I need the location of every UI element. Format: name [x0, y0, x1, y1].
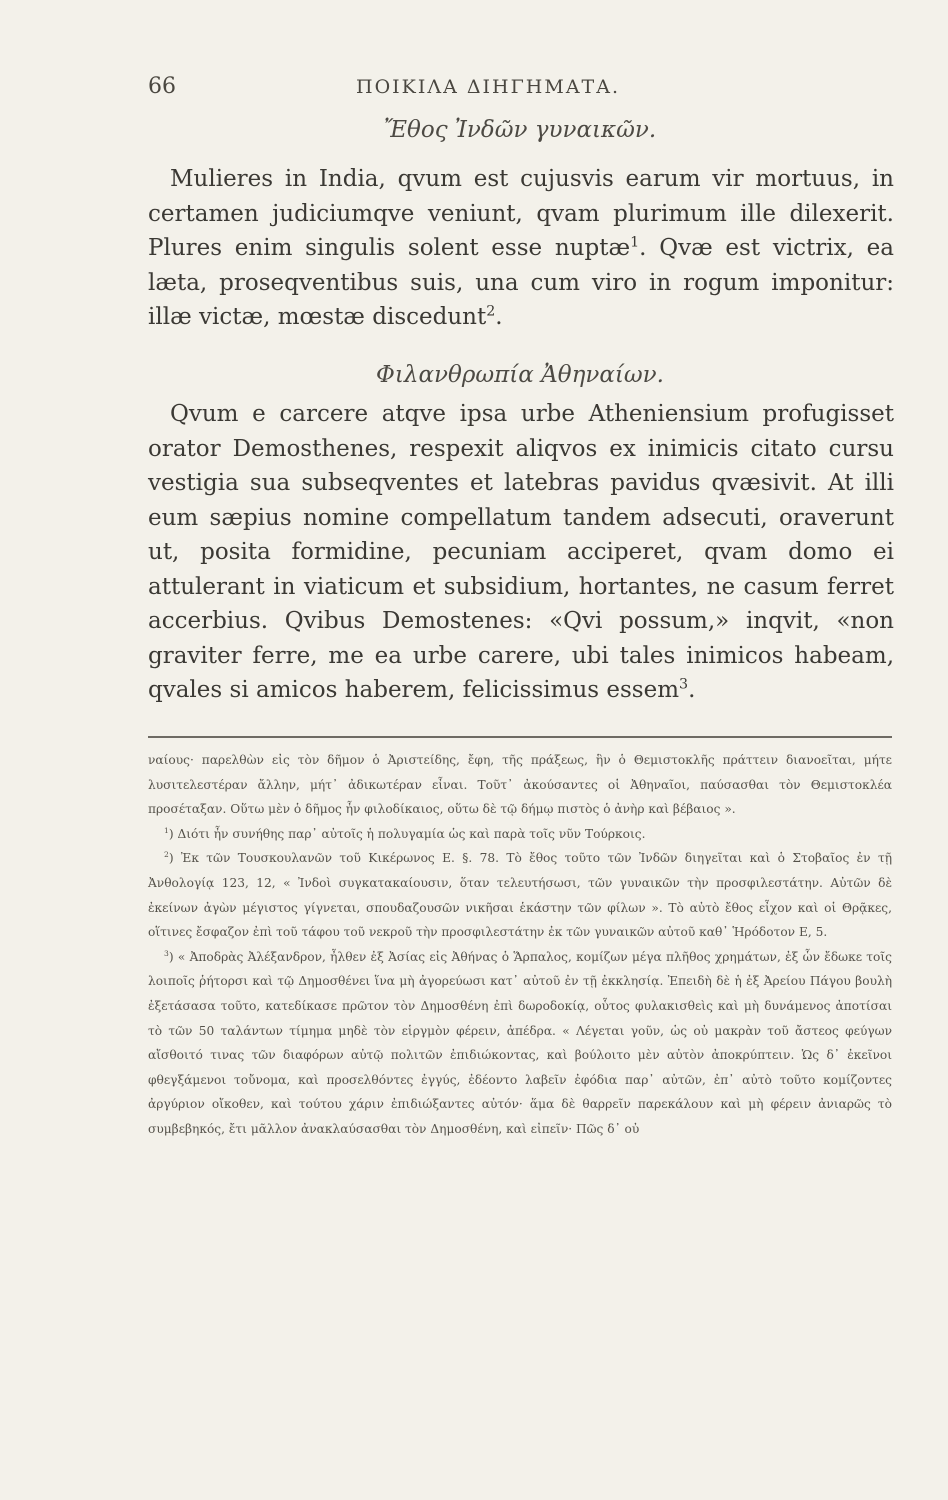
paragraph-text: Qvum e carcere atqve ipsa urbe Atheniensium profugisset orator Demosthenes, respexit aliqvos ex inimicis citato cursu vestigia sua subseqventes et latebras pavidus qvæsivit. At illi eum sæpius nomine compellatum tandem adsecuti, oraverunt ut, posita formidine, pecuniam acciperet, qvam domo ei attulerant in viaticum et subsidium, hortantes, ne casum ferret accerbius. Qvibus Demostenes: «Qvi possum,» inqvit, «non graviter ferre, me ea urbe carere, ubi tales inimicos habeam, qvales si amicos haberem, felicissimus essem [148, 401, 894, 703]
footnotes [148, 748, 892, 1142]
running-title: ΠΟΙΚΙΛΑ ΔΙΗΓΗΜΑΤΑ. [356, 76, 620, 98]
footnote-marker: 3 [164, 948, 169, 958]
footnote-3 [148, 945, 892, 1142]
paragraph-text: . Qvæ est victrix, ea læta, proseqventibus suis, una cum viro in rogum imponitur: illæ victæ, mœstæ discedunt [148, 235, 894, 330]
footnote-text: ) Ἐκ τῶν Τουσκουλανῶν τοῦ Κικέρωνος Ε. §. 78. Τὸ ἔθος τοῦτο τῶν Ἰνδῶν διηγεῖται καὶ ὁ Στοβαῖος ἐν τῇ Ἀνθολογίᾳ 123, 12, « Ἰνδοὶ συγκατακαίουσιν, ὅταν τελευτήσωσι, τῶν γυναικῶν τὴν προσφιλεστάτην. Αὐτῶν δὲ ἐκείνων ἀγὼν μέγιστος γίγνεται, σπουδαζουσῶν νικῆσαι ἑκάστην τῶν φίλων ». Τὸ αὐτὸ ἔθος εἶχον καὶ οἱ Θρᾷκες, οἵτινες ἔσφαζον ἐπὶ τοῦ τάφου τοῦ νεκροῦ τὴν προσφιλεστάτην ἐκ τῶν γυναικῶν αὐτοῦ καθ᾽ Ἡρόδοτον Ε, 5. [148, 851, 892, 940]
page-header [148, 74, 828, 104]
section-title-athenian-philanthropy: Φιλανθρωπία Ἀθηναίων. [376, 362, 664, 388]
paragraph-demosthenes [148, 397, 894, 708]
footnote-marker: 2 [164, 850, 169, 860]
paragraph-indian-women [148, 162, 894, 335]
footnote-ref-1[interactable]: 1 [630, 234, 640, 251]
section-title-indian-women: Ἔθος Ἰνδῶν γυναικῶν. [383, 117, 657, 143]
footnote-marker: 1 [164, 825, 169, 835]
footnote-divider [148, 736, 892, 738]
paragraph-text: Mulieres in India, qvum est cujusvis earum vir mortuus, in certamen judiciumqve veniunt, qvam plurimum ille dilexerit. Plures enim singulis solent esse nuptæ [148, 166, 894, 261]
footnote-1 [148, 822, 892, 847]
paragraph-text: . [495, 304, 503, 330]
footnote-ref-2[interactable]: 2 [486, 303, 496, 320]
footnote-text: ) « Ἀποδρὰς Ἀλέξανδρον, ἦλθεν ἐξ Ἀσίας εἰς Ἀθήνας ὁ Ἅρπαλος, κομίζων μέγα πλῆθος χρημάτων, ἐξ ὧν ἔδωκε τοῖς λοιποῖς ῥήτορσι καὶ τῷ Δημοσθένει ἵνα μὴ ἀγορεύωσι κατ᾽ αὐτοῦ ἐν τῇ ἐκκλησίᾳ. Ἐπειδὴ δὲ ἡ ἐξ Ἀρείου Πάγου βουλὴ ἐξετάσασα τοῦτο, κατεδίκασε πρῶτον τὸν Δημοσθένη ἐπὶ δωροδοκίᾳ, οὗτος φυλακισθεὶς καὶ μὴ δυνάμενος ἀποτίσαι τὸ τῶν 50 ταλάντων τίμημα μηδὲ τὸν εἱργμὸν φέρειν, ἀπέδρα. « Λέγεται γοῦν, ὡς οὐ μακρὰν τοῦ ἄστεος φεύγων αἴσθοιτό τινας τῶν διαφόρων αὐτῷ πολιτῶν ἐπιδιώκοντας, καὶ βούλοιτο μὲν αὐτὸν ἀποκρύπτειν. Ὡς δ᾽ ἐκεῖνοι φθεγξάμενοι τοὔνομα, καὶ προσελθόντες ἐγγύς, ἐδέοντο λαβεῖν ἐφόδια παρ᾽ αὐτῶν, ἐπ᾽ αὐτὸ τοῦτο κομίζοντες ἀργύριον οἴκοθεν, καὶ τούτου χάριν ἐπιδιώξαντες αὐτόν· ἅμα δὲ θαρρεῖν παρεκάλουν καὶ μὴ φέρειν ἀνιαρῶς τὸ συμβεβηκός, ἔτι μᾶλλον ἀνακλαύσασθαι τὸν Δημοσθένη, καὶ εἰπεῖν· Πῶς δ᾽ οὐ [148, 949, 892, 1136]
footnote-text: ) Διότι ἦν συνήθης παρ᾽ αὐτοῖς ἡ πολυγαμία ὡς καὶ παρὰ τοῖς νῦν Τούρκοις. [168, 826, 646, 841]
paragraph-text: . [688, 677, 696, 703]
footnote-ref-3[interactable]: 3 [679, 676, 689, 693]
page-number: 66 [148, 74, 176, 99]
footnote-continuation: ναίους· παρελθὼν εἰς τὸν δῆμον ὁ Ἀριστείδης, ἔφη, τῆς πράξεως, ἣν ὁ Θεμιστοκλῆς πράττειν διανοεῖται, μήτε λυσιτελεστέραν ἄλλην, μήτ᾽ ἀδικωτέραν εἶναι. Τοῦτ᾽ ἀκούσαντες οἱ Ἀθηναῖοι, παύσασθαι τὸν Θεμιστοκλέα προσέταξαν. Οὕτω μὲν ὁ δῆμος ἦν φιλοδίκαιος, οὕτω δὲ τῷ δήμῳ πιστὸς ὁ ἀνὴρ καὶ βέβαιος ». [148, 753, 892, 817]
footnote-2 [148, 846, 892, 944]
